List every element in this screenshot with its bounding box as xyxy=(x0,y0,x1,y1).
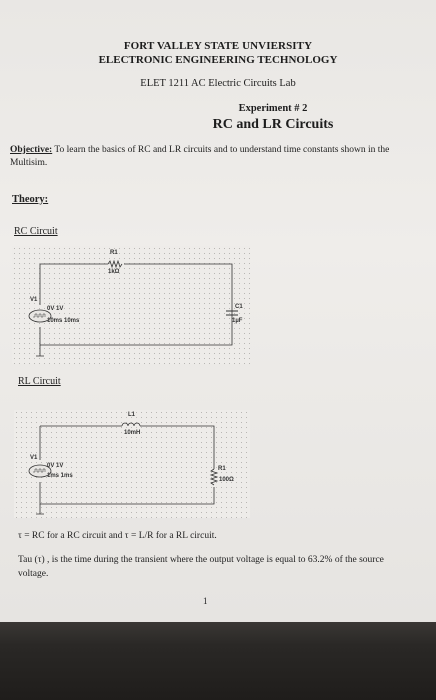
objective-label: Objective: xyxy=(10,145,53,155)
experiment-title: RC and LR Circuits xyxy=(212,117,334,132)
resistor-icon xyxy=(211,469,217,485)
background-below-page xyxy=(0,622,436,700)
page-number: 1 xyxy=(203,596,208,606)
rc-circuit-title: RC Circuit xyxy=(14,226,58,237)
rc-resistor-value: 1kΩ xyxy=(108,269,120,275)
rl-inductor-value: 10mH xyxy=(124,430,141,436)
course-name: ELET 1211 AC Electric Circuits Lab xyxy=(140,78,296,89)
time-constant-formula: τ = RC for a RC circuit and τ = L/R for a RL circuit. xyxy=(18,531,217,541)
rc-source-values: 0V 1V xyxy=(47,306,64,312)
theory-heading: Theory: xyxy=(12,194,49,205)
ground-icon xyxy=(36,504,44,514)
rl-resistor-name: R1 xyxy=(218,466,226,472)
university-name: FORT VALLEY STATE UNVIERSITY xyxy=(123,40,313,52)
rc-resistor-name: R1 xyxy=(110,250,118,256)
department-name: ELECTRONIC ENGINEERING TECHNOLOGY xyxy=(98,54,338,66)
rl-inductor-name: L1 xyxy=(128,412,136,418)
rl-source-name: V1 xyxy=(30,455,38,461)
rl-resistor-value: 100Ω xyxy=(219,477,234,483)
rl-source-timing: 1ms 1ms xyxy=(47,473,73,479)
tau-definition: Tau (τ) , is the time during the transient where the output voltage is equal to 63.2% of the source voltage. xyxy=(18,555,384,579)
objective-text: To learn the basics of RC and LR circuits and to understand time constants shown in the Multisim. xyxy=(10,145,390,168)
rc-source-name: V1 xyxy=(30,297,38,303)
rl-circuit-title: RL Circuit xyxy=(18,376,61,387)
experiment-number: Experiment # 2 xyxy=(238,103,308,114)
inductor-icon xyxy=(122,423,140,426)
rc-source-timing: 10ms 10ms xyxy=(47,318,80,324)
rc-capacitor-name: C1 xyxy=(235,304,243,310)
rc-capacitor-value: 1µF xyxy=(232,318,243,324)
rl-source-values: 0V 1V xyxy=(47,463,64,469)
